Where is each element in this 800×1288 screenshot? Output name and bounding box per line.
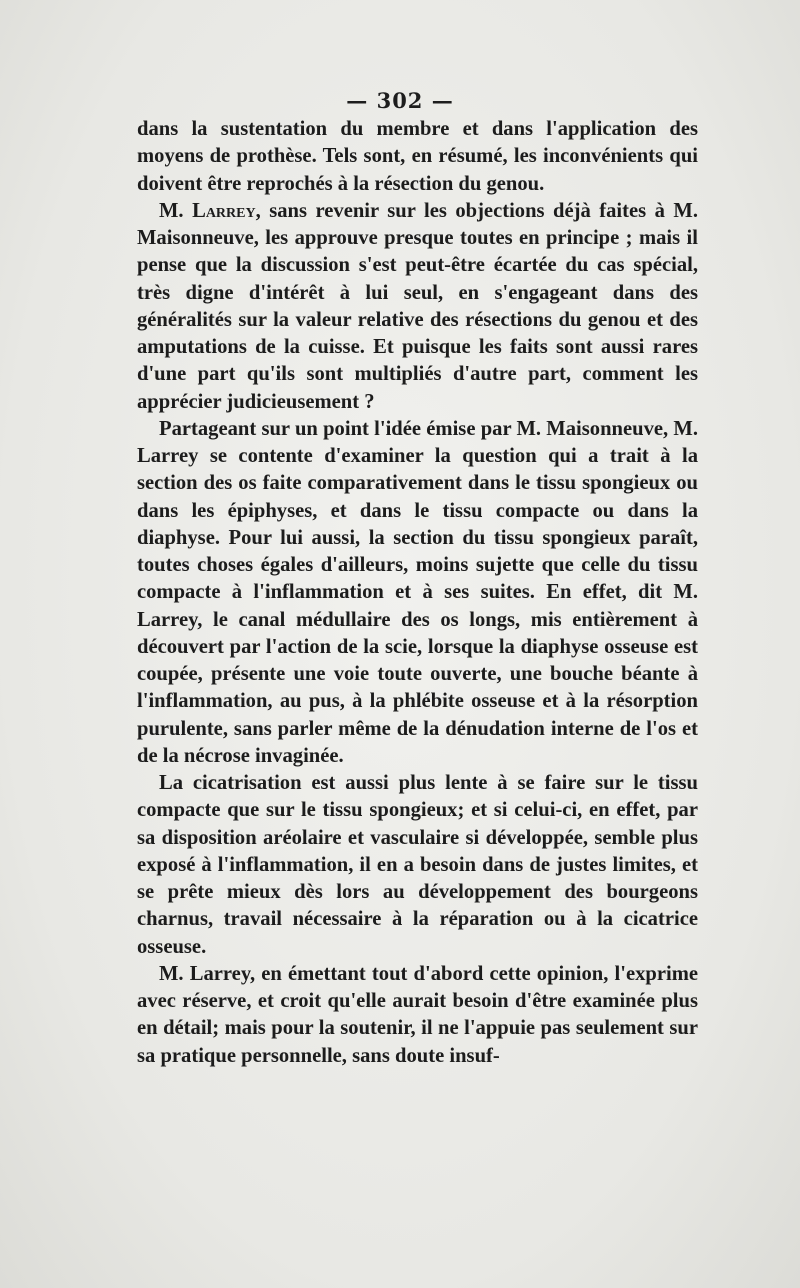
body-text bbox=[137, 116, 698, 1070]
author-name-larrey: Larrey bbox=[192, 199, 256, 222]
page-number: — 302 — bbox=[346, 88, 454, 113]
paragraph-2 bbox=[137, 198, 698, 416]
paragraph-5: M. Larrey, en émettant tout d'abord cette opinion, l'exprime avec réserve, et croit qu'elle aurait besoin d'être examinée plus en détail; mais pour la soutenir, il ne l'appuie pas seulement sur sa pratique personnelle, sans doute insuf- bbox=[137, 962, 698, 1067]
paragraph-2-text: , sans revenir sur les objections déjà faites à M. Maisonneuve, les approuve presque toutes en principe ; mais il pense que la discussion s'est peut-être écartée du cas spécial, très digne d'intérêt à lui seul, en s'engageant dans des généralités sur la valeur relative des résections du genou et des amputations de la cuisse. Et puisque les faits sont aussi rares d'une part qu'ils sont multipliés d'autre part, comment les apprécier judicieusement ? bbox=[137, 199, 699, 413]
paragraph-3: Partageant sur un point l'idée émise par M. Maisonneuve, M. Larrey se contente d'examiner la question qui a trait à la section des os faite comparativement dans le tissu spongieux ou dans les épiphyses, et dans le tissu compacte ou dans la diaphyse. Pour lui aussi, la section du tissu spongieux paraît, toutes choses égales d'ailleurs, moins sujette que celle du tissu compacte à l'inflammation et à ses suites. En effet, dit M. Larrey, le canal médullaire des os longs, mis entièrement à découvert par l'action de la scie, lorsque la diaphyse osseuse est coupée, présente une voie toute ouverte, une bouche béante à l'inflammation, au pus, à la phlébite osseuse et à la résorption purulente, sans parler même de la dénudation interne de l'os et de la nécrose invaginée. bbox=[137, 417, 698, 767]
paragraph-2-prefix: M. bbox=[159, 199, 193, 222]
paragraph-4: La cicatrisation est aussi plus lente à se faire sur le tissu compacte que sur le tissu spongieux; et si celui-ci, en effet, par sa disposition aréolaire et vasculaire si développée, semble plus exposé à l'inflammation, il en a besoin dans de justes limites, et se prête mieux dès lors au développement des bourgeons charnus, travail nécessaire à la réparation ou à la cicatrice osseuse. bbox=[137, 772, 698, 958]
paragraph-1: dans la sustentation du membre et dans l'application des moyens de prothèse. Tels sont, en résumé, les inconvénients qui doivent être reprochés à la résection du genou. bbox=[137, 118, 698, 195]
